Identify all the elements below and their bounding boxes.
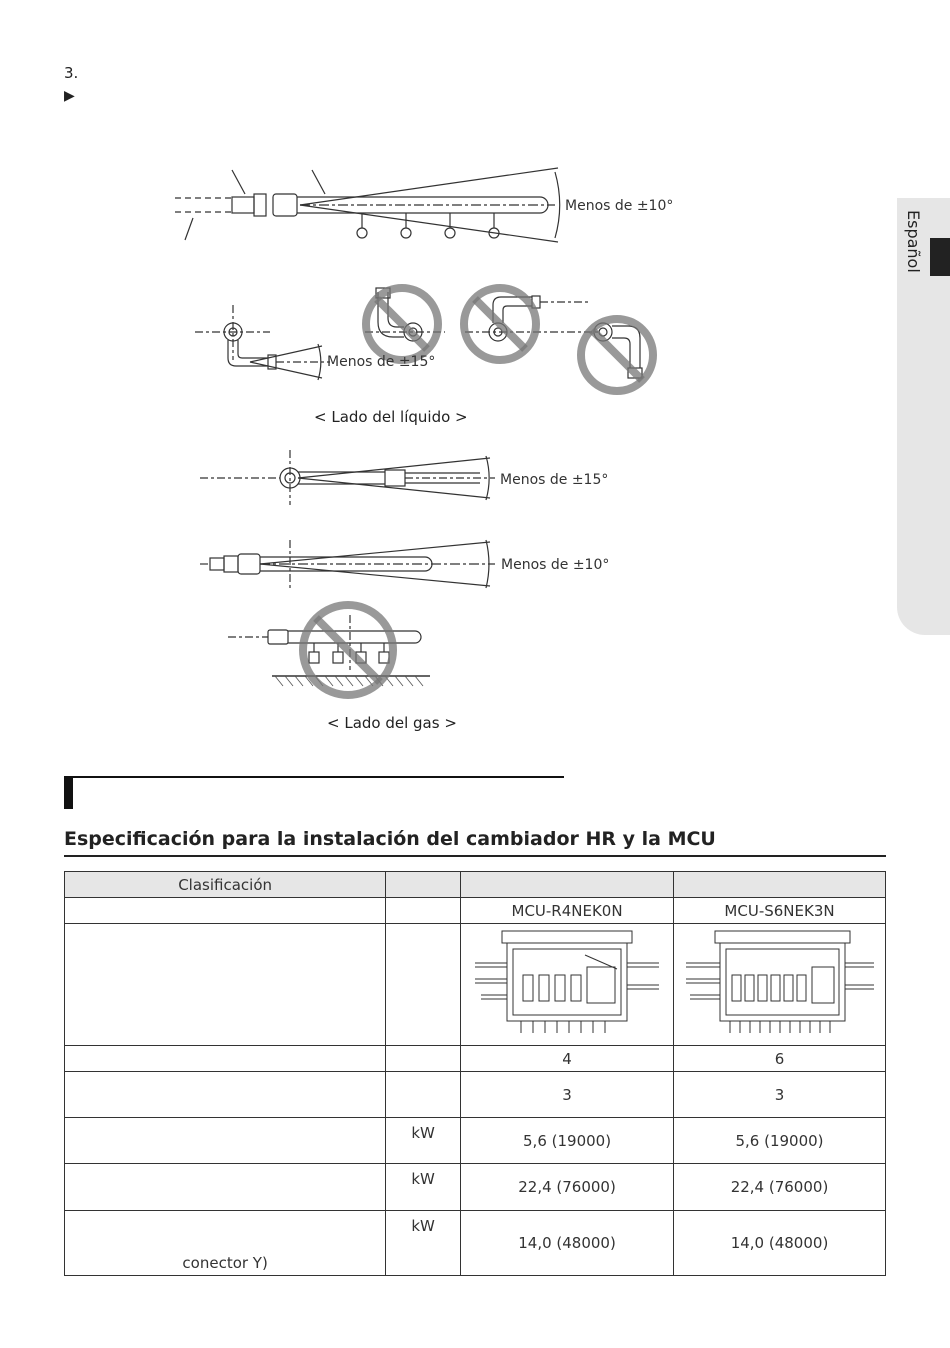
table-row: kW 5,6 (19000) 5,6 (19000) <box>65 1118 886 1164</box>
table-cell: 5,6 (19000) <box>674 1118 886 1164</box>
table-row <box>65 898 886 924</box>
section-marker <box>64 776 73 809</box>
table-cell: 22,4 (76000) <box>461 1164 674 1211</box>
table-cell: 3 <box>674 1072 886 1118</box>
table-row: conector Y) kW 14,0 (48000) 14,0 (48000) <box>65 1211 886 1276</box>
table-cell: 3 <box>461 1072 674 1118</box>
header-model-1 <box>461 872 674 898</box>
mcu-image-2 <box>674 924 886 1046</box>
table-cell: 5,6 (19000) <box>461 1118 674 1164</box>
table-cell: 4 <box>461 1046 674 1072</box>
model-name-1: MCU-R4NEK0N <box>461 898 674 924</box>
spec-table <box>64 871 886 1276</box>
model-name-2: MCU-S6NEK3N <box>674 898 886 924</box>
section-heading: Especificación para la instalación del cambiador HR y la MCU <box>64 828 716 850</box>
table-cell: 14,0 (48000) <box>674 1211 886 1276</box>
arrow-icon: ▶ <box>64 88 75 104</box>
angle-label-gas-1: Menos de ±15° <box>500 472 609 488</box>
table-row <box>65 1072 886 1118</box>
table-cell: 22,4 (76000) <box>674 1164 886 1211</box>
caption-gas-side: < Lado del gas > <box>327 714 457 732</box>
header-unit <box>386 872 461 898</box>
table-cell: 14,0 (48000) <box>461 1211 674 1276</box>
angle-label-gas-2: Menos de ±10° <box>501 557 610 573</box>
section-rule <box>64 776 564 778</box>
table-header-row <box>65 872 886 898</box>
table-row <box>65 1046 886 1072</box>
header-model-2 <box>674 872 886 898</box>
mcu-image-1 <box>461 924 674 1046</box>
header-classification: Clasificación <box>65 872 386 898</box>
table-row-image <box>65 924 886 1046</box>
heading-underline <box>64 855 886 857</box>
caption-liquid-side: < Lado del líquido > <box>314 408 468 426</box>
step-number: 3. <box>64 64 79 82</box>
table-row: kW 22,4 (76000) 22,4 (76000) <box>65 1164 886 1211</box>
language-label: Español <box>904 210 923 273</box>
angle-label-liquid: Menos de ±15° <box>327 354 436 370</box>
table-cell: 6 <box>674 1046 886 1072</box>
angle-label-top: Menos de ±10° <box>565 198 674 214</box>
